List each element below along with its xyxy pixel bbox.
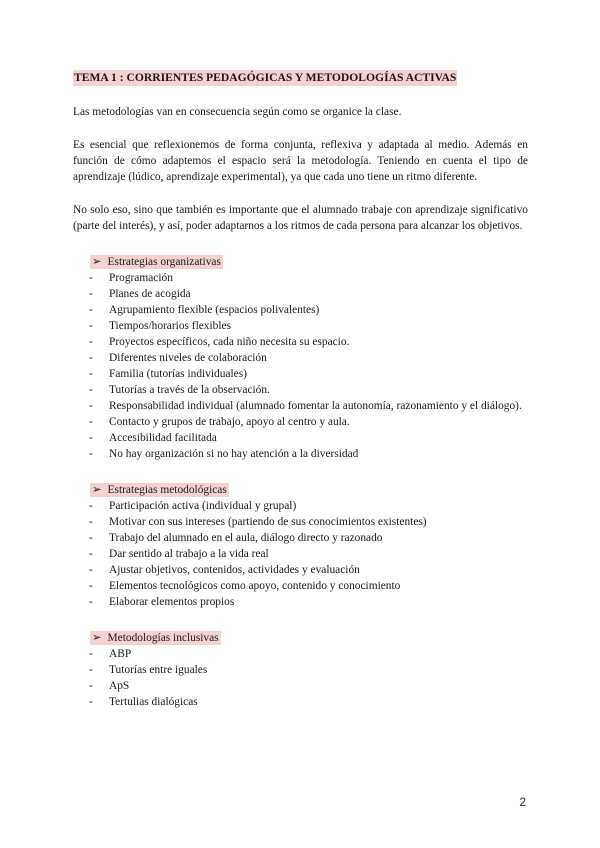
list-item-text: Elaborar elementos propios	[109, 596, 235, 608]
list-item-text: Agrupamiento flexible (espacios polivalentes)	[109, 304, 320, 316]
dash-bullet: -	[89, 564, 93, 576]
section-heading-metodologicas	[90, 482, 528, 498]
list-item	[73, 398, 528, 414]
dash-bullet: -	[89, 596, 93, 608]
list-organizativas	[73, 270, 528, 462]
list-item	[73, 678, 528, 694]
dash-bullet: -	[89, 580, 93, 592]
dash-bullet: -	[89, 384, 93, 396]
dash-bullet: -	[89, 500, 93, 512]
list-item-text: ApS	[109, 680, 130, 692]
list-item	[73, 446, 528, 462]
dash-bullet: -	[89, 548, 93, 560]
list-item-text: Tutorías a través de la observación.	[109, 384, 270, 396]
list-item-text: Familia (tutorías individuales)	[109, 368, 247, 380]
list-inclusivas	[73, 646, 528, 710]
page-title: TEMA 1 : CORRIENTES PEDAGÓGICAS Y METODOLOGÍAS ACTIVAS	[74, 71, 457, 84]
list-item	[73, 662, 528, 678]
list-item	[73, 498, 528, 514]
list-item-text: Tiempos/horarios flexibles	[109, 320, 232, 332]
paragraph-3: No solo eso, sino que también es importante que el alumnado trabaje con aprendizaje significativo (parte del interés), y así, poder adaptarnos a los ritmos de cada persona para alcanzar los objetivos.	[73, 204, 528, 232]
page-number: 2	[519, 795, 526, 809]
paragraph-1: Las metodologías van en consecuencia según como se organice la clase.	[73, 106, 402, 118]
section-heading-inclusivas	[90, 630, 528, 646]
list-item-text: Dar sentido al trabajo a la vida real	[109, 548, 269, 560]
dash-bullet: -	[89, 448, 93, 460]
section-heading-highlight	[90, 631, 221, 645]
section-heading-label: Estrategias organizativas	[107, 256, 221, 268]
dash-bullet: -	[89, 352, 93, 364]
dash-bullet: -	[89, 532, 93, 544]
dash-bullet: -	[89, 320, 93, 332]
list-item-text: Trabajo del alumnado en el aula, diálogo directo y razonado	[109, 532, 383, 544]
list-item-text: Ajustar objetivos, contenidos, actividades y evaluación	[109, 564, 360, 576]
list-item-text: Participación activa (individual y grupal)	[109, 500, 297, 512]
dash-bullet: -	[89, 696, 93, 708]
list-item	[73, 318, 528, 334]
list-item	[73, 562, 528, 578]
dash-bullet: -	[89, 416, 93, 428]
list-item-text: Elementos tecnológicos como apoyo, contenido y conocimiento	[109, 580, 401, 592]
list-item	[73, 578, 528, 594]
dash-bullet: -	[89, 272, 93, 284]
list-item-text: Contacto y grupos de trabajo, apoyo al centro y aula.	[109, 416, 350, 428]
list-item	[73, 334, 528, 350]
page-content	[73, 70, 528, 710]
arrow-bullet-icon: ➢	[92, 484, 102, 496]
list-item	[73, 286, 528, 302]
list-item	[73, 546, 528, 562]
section-heading-label: Metodologías inclusivas	[107, 632, 219, 644]
list-item	[73, 350, 528, 366]
list-item	[73, 430, 528, 446]
dash-bullet: -	[89, 648, 93, 660]
list-item-text: Motivar con sus intereses (partiendo de sus conocimientos existentes)	[109, 516, 427, 528]
dash-bullet: -	[89, 288, 93, 300]
dash-bullet: -	[89, 516, 93, 528]
list-item-text: Proyectos específicos, cada niño necesita su espacio.	[109, 336, 350, 348]
list-item-text: Programación	[109, 272, 173, 284]
list-item-text: ABP	[109, 648, 132, 660]
list-item	[73, 514, 528, 530]
list-item-text: No hay organización si no hay atención a la diversidad	[109, 448, 359, 460]
list-item-text: Tutorías entre iguales	[109, 664, 208, 676]
list-item	[73, 302, 528, 318]
dash-bullet: -	[89, 304, 93, 316]
list-metodologicas	[73, 498, 528, 610]
list-item	[73, 414, 528, 430]
list-item-text: Diferentes niveles de colaboración	[109, 352, 267, 364]
dash-bullet: -	[89, 680, 93, 692]
list-item	[73, 530, 528, 546]
list-item	[73, 646, 528, 662]
list-item-text: Planes de acogida	[109, 288, 191, 300]
list-item	[73, 694, 528, 710]
dash-bullet: -	[89, 400, 93, 412]
dash-bullet: -	[89, 664, 93, 676]
list-item-text: Accesibilidad facilitada	[109, 432, 217, 444]
section-heading-label: Estrategias metodológicas	[107, 484, 227, 496]
dash-bullet: -	[89, 336, 93, 348]
dash-bullet: -	[89, 368, 93, 380]
section-heading-organizativas	[90, 254, 528, 270]
section-heading-highlight	[90, 483, 229, 497]
list-item	[73, 366, 528, 382]
list-item	[73, 382, 528, 398]
list-item	[73, 594, 528, 610]
list-item-text: Responsabilidad individual (alumnado fomentar la autonomía, razonamiento y el diálogo).	[109, 400, 522, 412]
paragraph-2: Es esencial que reflexionemos de forma conjunta, reflexiva y adaptada al medio. Además en función de cómo adaptemos el espacio será la metodología. Teniendo en cuenta el tipo de aprendizaje (lúdico, aprendizaje experimental), ya que cada uno tiene un ritmo diferente.	[73, 139, 528, 183]
list-item	[73, 270, 528, 286]
section-heading-highlight	[90, 255, 223, 269]
arrow-bullet-icon: ➢	[92, 256, 102, 268]
dash-bullet: -	[89, 432, 93, 444]
list-item-text: Tertulias dialógicas	[109, 696, 198, 708]
arrow-bullet-icon: ➢	[92, 632, 102, 644]
